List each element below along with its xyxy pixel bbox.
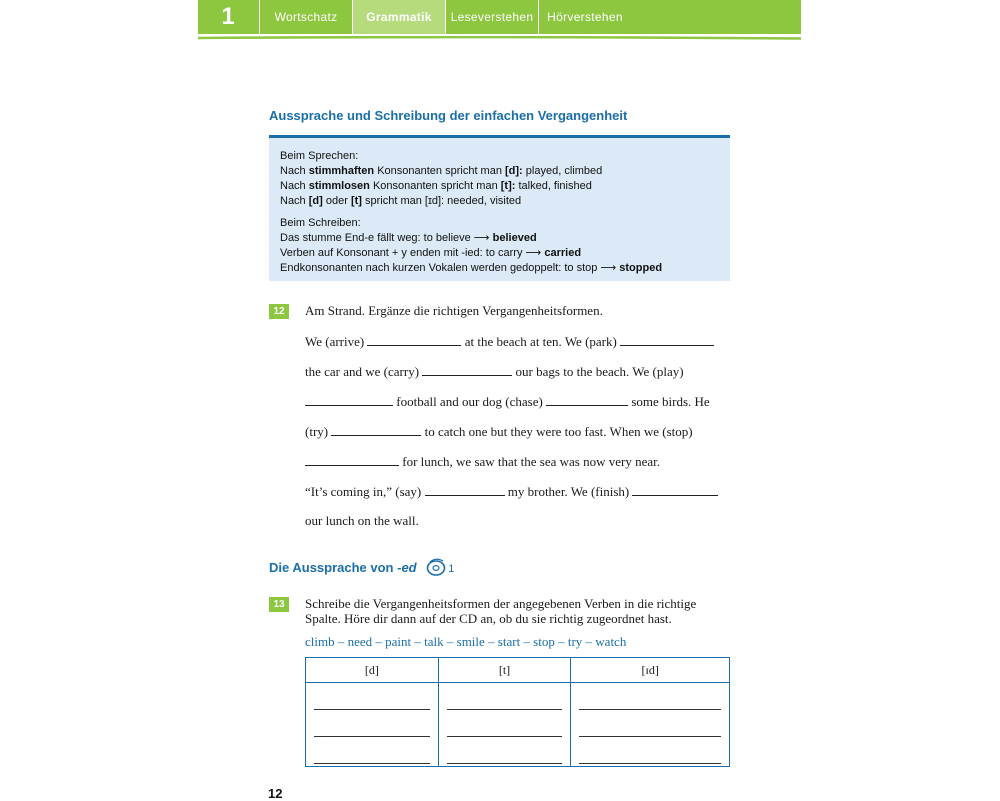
gap-text-line: our lunch on the wall.	[305, 513, 419, 528]
pronunciation-sort-table	[305, 657, 730, 767]
tab-leseverstehen[interactable]: Leseverstehen	[445, 0, 538, 34]
rule-line: Das stumme End-e fällt weg: to believe ⟶ believed	[280, 232, 537, 244]
tab-hoerverstehen[interactable]: Hörverstehen	[538, 0, 631, 34]
cd-audio-icon[interactable]	[426, 557, 448, 580]
answer-line[interactable]	[447, 737, 563, 764]
column-header-d: [d]	[306, 658, 439, 683]
chapter-tab-bar	[198, 0, 801, 34]
verb-list: climb – need – paint – talk – smile – start – stop – try – watch	[305, 634, 627, 649]
grammar-rule-box	[269, 135, 730, 281]
gap-text-line: (try) to catch one but they were too fast. When we (stop)	[305, 424, 693, 439]
answer-line[interactable]	[579, 710, 721, 737]
exercise-number-badge: 12	[269, 304, 289, 319]
rule-line: Verben auf Konsonant + y enden mit -ied: to carry ⟶ carried	[280, 247, 582, 259]
answer-column	[438, 683, 571, 767]
answer-blank[interactable]	[331, 423, 421, 436]
answer-blank[interactable]	[425, 483, 505, 496]
answer-line[interactable]	[314, 683, 430, 710]
rule-line: Endkonsonanten nach kurzen Vokalen werden gedoppelt: to stop ⟶ stopped	[280, 262, 663, 274]
chapter-number: 1	[221, 3, 235, 30]
rule-line: Nach stimmhaften Konsonanten spricht man [d]: played, climbed	[280, 165, 603, 177]
gap-text-line: for lunch, we saw that the sea was now very near.	[305, 453, 660, 470]
answer-blank[interactable]	[367, 333, 461, 346]
tab-grammatik[interactable]: Grammatik	[352, 0, 445, 34]
exercise-instruction: Am Strand. Ergänze die richtigen Vergangenheitsformen.	[305, 303, 603, 318]
cd-track-number: 1	[448, 562, 455, 575]
answer-blank[interactable]	[632, 483, 718, 496]
answer-line[interactable]	[579, 683, 721, 710]
writing-heading: Beim Schreiben:	[280, 217, 361, 229]
exercise-instruction: Schreibe die Vergangenheitsformen der angegebenen Verben in die richtige Spalte. Höre dir dann auf der CD an, ob du sie richtig zugeordnet hast.	[305, 596, 697, 626]
gap-text-line: “It’s coming in,” (say) my brother. We (finish)	[305, 483, 718, 500]
answer-line[interactable]	[447, 710, 563, 737]
answer-blank[interactable]	[305, 453, 399, 466]
answer-blank[interactable]	[620, 333, 714, 346]
answer-line[interactable]	[314, 737, 430, 764]
header-divider	[198, 36, 801, 41]
answer-blank[interactable]	[546, 393, 628, 406]
exercise-number-badge: 13	[269, 597, 289, 612]
page-number: 12	[268, 786, 283, 801]
gap-text-line: the car and we (carry) our bags to the beach. We (play)	[305, 364, 684, 379]
answer-blank[interactable]	[305, 393, 393, 406]
speaking-heading: Beim Sprechen:	[280, 150, 359, 162]
answer-line[interactable]	[447, 683, 563, 710]
answer-line[interactable]	[579, 737, 721, 764]
rule-line: Nach stimmlosen Konsonanten spricht man [t]: talked, finished	[280, 180, 592, 192]
rule-line: Nach [d] oder [t] spricht man [ɪd]: needed, visited	[280, 195, 522, 207]
answer-blank[interactable]	[422, 363, 512, 376]
answer-column	[306, 683, 439, 767]
column-header-id: [ɪd]	[571, 658, 730, 683]
column-header-t: [t]	[438, 658, 571, 683]
answer-line[interactable]	[314, 710, 430, 737]
gap-text-line: We (arrive) at the beach at ten. We (park)	[305, 333, 714, 350]
answer-column	[571, 683, 730, 767]
tab-wortschatz[interactable]: Wortschatz	[259, 0, 352, 34]
gap-text-line: football and our dog (chase) some birds. He	[305, 393, 710, 410]
section-title-past-simple: Aussprache und Schreibung der einfachen Vergangenheit	[269, 108, 628, 123]
section-title-ed-pronunciation: Die Aussprache von -ed 1	[269, 557, 454, 580]
